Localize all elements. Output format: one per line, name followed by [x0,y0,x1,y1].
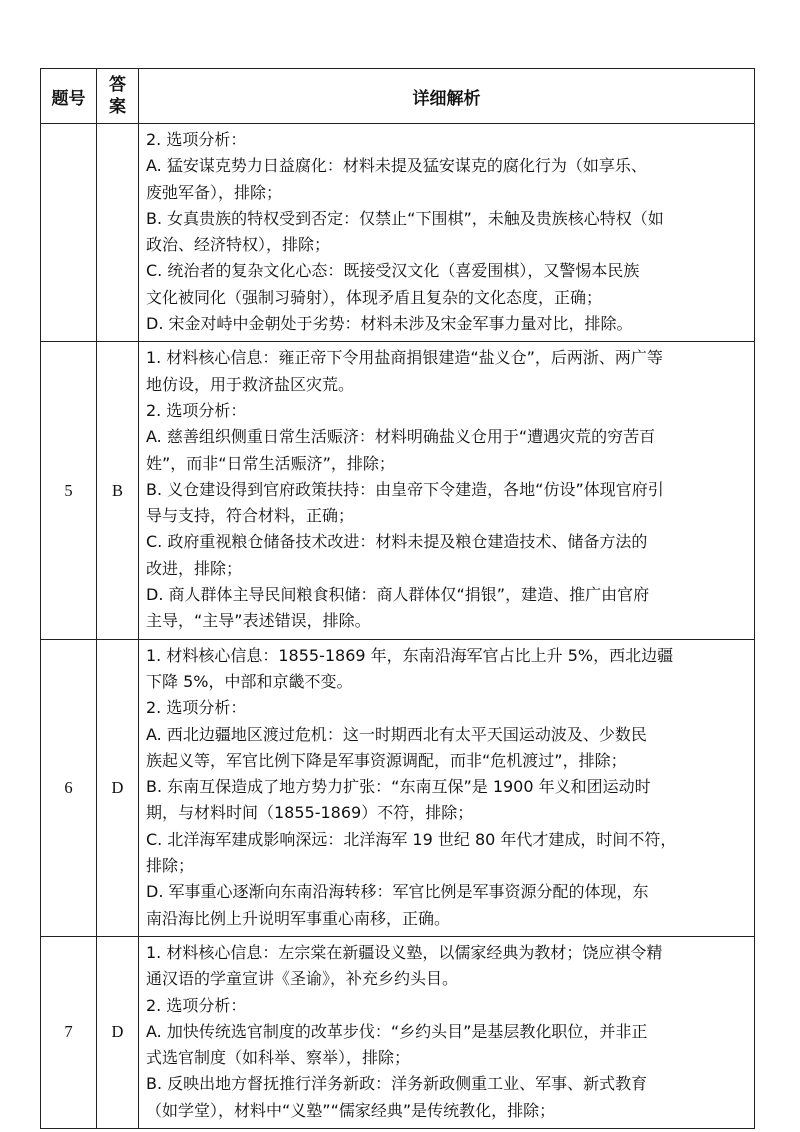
analysis-cell [139,639,755,936]
analysis-cell [139,936,755,1128]
header-answer [97,69,139,124]
analysis-line: B. 义仓建设得到官府政策扶持：由皇帝下令建造，各地“仿设”体现官府引 [146,479,664,499]
answer-letter [97,124,139,342]
analysis-line: 排除； [146,856,195,876]
answer-letter: B [97,342,139,639]
analysis-cell [139,124,755,342]
analysis-line: 姓”，而非“日常生活赈济”，排除； [146,453,395,473]
analysis-line: 废弛军备），排除； [146,182,283,202]
analysis-line: 政治、经济特权），排除； [146,235,331,255]
analysis-line: 地仿设，用于救济盐区灾荒。 [146,374,355,394]
analysis-line: 导与支持，符合材料，正确； [146,506,355,526]
table-row [41,936,755,1128]
analysis-line: 1. 材料核心信息：雍正帝下令用盐商捐银建造“盐义仓”，后两浙、两广等 [146,348,663,368]
analysis-line: A. 西北边疆地区渡过危机：这一时期西北有太平天国运动波及、少数民 [146,724,647,744]
question-number: 6 [41,639,97,936]
analysis-line: 1. 材料核心信息：1855-1869 年，东南沿海军官占比上升 5%，西北边疆 [146,645,674,665]
analysis-line: D. 宋金对峙中金朝处于劣势：材料未涉及宋金军事力量对比，排除。 [146,314,633,334]
analysis-cell [139,342,755,639]
analysis-line: B. 女真贵族的特权受到否定：仅禁止“下围棋”，未触及贵族核心特权（如 [146,208,664,228]
analysis-line: （如学堂），材料中“义塾”“儒家经典”是传统教化，排除； [146,1100,556,1120]
answer-analysis-table [40,68,755,1129]
question-number [41,124,97,342]
analysis-line: 2. 选项分析： [146,995,247,1015]
analysis-line: 期，与材料时间（1855-1869）不符，排除； [146,803,474,823]
analysis-line: 南沿海比例上升说明军事重心南移，正确。 [146,908,451,928]
analysis-line: C. 北洋海军建成影响深远：北洋海军 19 世纪 80 年代才建成，时间不符， [146,829,677,849]
table-row [41,639,755,936]
analysis-line: 2. 选项分析： [146,130,247,149]
analysis-line: C. 政府重视粮仓储备技术改进：材料未提及粮仓建造技术、储备方法的 [146,532,648,552]
header-question-number: 题号 [41,69,97,124]
analysis-line: B. 反映出地方督抚推行洋务新政：洋务新政侧重工业、军事、新式教育 [146,1074,648,1094]
analysis-line: 1. 材料核心信息：左宗棠在新疆设义塾，以儒家经典为教材；饶应祺令精 [146,942,663,962]
table-row [41,124,755,342]
analysis-line: B. 东南互保造成了地方势力扩张：“东南互保”是 1900 年义和团运动时 [146,777,651,797]
header-answer-line1: 答 [109,75,126,95]
analysis-line: 式选官制度（如科举、察举），排除； [146,1048,411,1068]
analysis-line: A. 慈善组织侧重日常生活赈济：材料明确盐义仓用于“遭遇灾荒的穷苦百 [146,427,656,447]
header-answer-line2: 案 [109,97,126,117]
analysis-line: D. 商人群体主导民间粮食积储：商人群体仅“捐银”，建造、推广由官府 [146,585,650,605]
analysis-line: 2. 选项分析： [146,400,247,420]
analysis-line: 2. 选项分析： [146,698,247,718]
analysis-line: D. 军事重心逐渐向东南沿海转移：军官比例是军事资源分配的体现，东 [146,882,649,902]
header-detailed-analysis: 详细解析 [139,69,755,124]
analysis-line: 通汉语的学童宣讲《圣谕》，补充乡约头目。 [146,969,459,989]
analysis-line: 文化被同化（强制习骑射），体现矛盾且复杂的文化态度，正确； [146,287,603,307]
analysis-line: C. 统治者的复杂文化心态：既接受汉文化（喜爱围棋），又警惕本民族 [146,261,640,281]
analysis-line: A. 猛安谋克势力日益腐化：材料未提及猛安谋克的腐化行为（如享乐、 [146,156,647,176]
analysis-line: 改进，排除； [146,558,243,578]
analysis-line: 下降 5%，中部和京畿不变。 [146,671,353,691]
analysis-line: A. 加快传统选官制度的改革步伐：“乡约头目”是基层教化职位，并非正 [146,1021,648,1041]
answer-letter: D [97,936,139,1128]
question-number: 7 [41,936,97,1128]
table-row [41,342,755,639]
analysis-line: 族起义等，军官比例下降是军事资源调配，而非“危机渡过”，排除； [146,750,627,770]
answer-letter: D [97,639,139,936]
question-number: 5 [41,342,97,639]
analysis-line: 主导，“主导”表述错误，排除。 [146,611,371,631]
table-header-row [41,69,755,124]
